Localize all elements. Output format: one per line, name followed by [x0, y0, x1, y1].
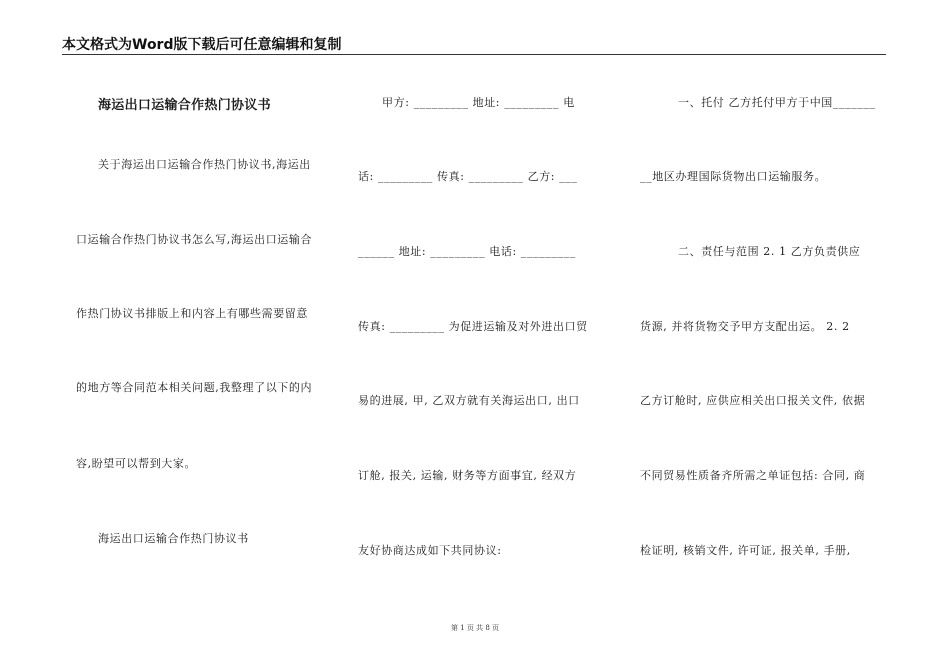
paragraph-line: 友好协商达成如下共同协议:: [358, 544, 502, 557]
page-number: 第 1 页 共 8 页: [450, 624, 500, 632]
paragraph-line: 订舱, 报关, 运输, 财务等方面事宜, 经双方: [358, 469, 577, 482]
paragraph-line: 传真: _________ 为促进运输及对外进出口贸: [358, 320, 588, 333]
paragraph-line: 关于海运出口运输合作热门协议书,海运出: [98, 158, 311, 171]
paragraph-line: 一、托付 乙方托付甲方于中国_______: [678, 96, 876, 109]
doc-title: 海运出口运输合作热门协议书: [98, 98, 271, 113]
paragraph-line: ______ 地址: _________ 电话: _________: [358, 245, 576, 258]
paragraph-line: 货源, 并将货物交予甲方支配出运。 2. 2: [640, 320, 850, 333]
paragraph-line: 甲方: _________ 地址: _________ 电: [382, 96, 575, 109]
paragraph-line: 容,盼望可以帮到大家。: [76, 457, 197, 470]
paragraph-line: 乙方订舱时, 应供应相关出口报关文件, 依据: [640, 394, 866, 407]
header-title: 本文格式为Word版下载后可任意编辑和复制: [62, 37, 342, 53]
paragraph-line: 不同贸易性质备齐所需之单证包括: 合同, 商: [640, 469, 866, 482]
paragraph-line: 二、责任与范围 2. 1 乙方负责供应: [678, 245, 861, 258]
paragraph-line: 作热门协议书排版上和内容上有哪些需要留意: [76, 307, 308, 320]
document-header: [62, 30, 886, 55]
paragraph-line: __地区办理国际货物出口运输服务。: [640, 170, 827, 183]
paragraph-line: 检证明, 核销文件, 许可证, 报关单, 手册,: [640, 544, 851, 557]
paragraph-line: 口运输合作热门协议书怎么写,海运出口运输合: [76, 233, 313, 246]
section-title: 海运出口运输合作热门协议书: [98, 532, 249, 545]
paragraph-line: 易的进展, 甲, 乙双方就有关海运出口, 出口: [358, 394, 580, 407]
paragraph-line: 的地方等合同范本相关问题,我整理了以下的内: [76, 381, 313, 394]
paragraph-line: 话: _________ 传真: _________ 乙方: ___: [358, 170, 578, 183]
